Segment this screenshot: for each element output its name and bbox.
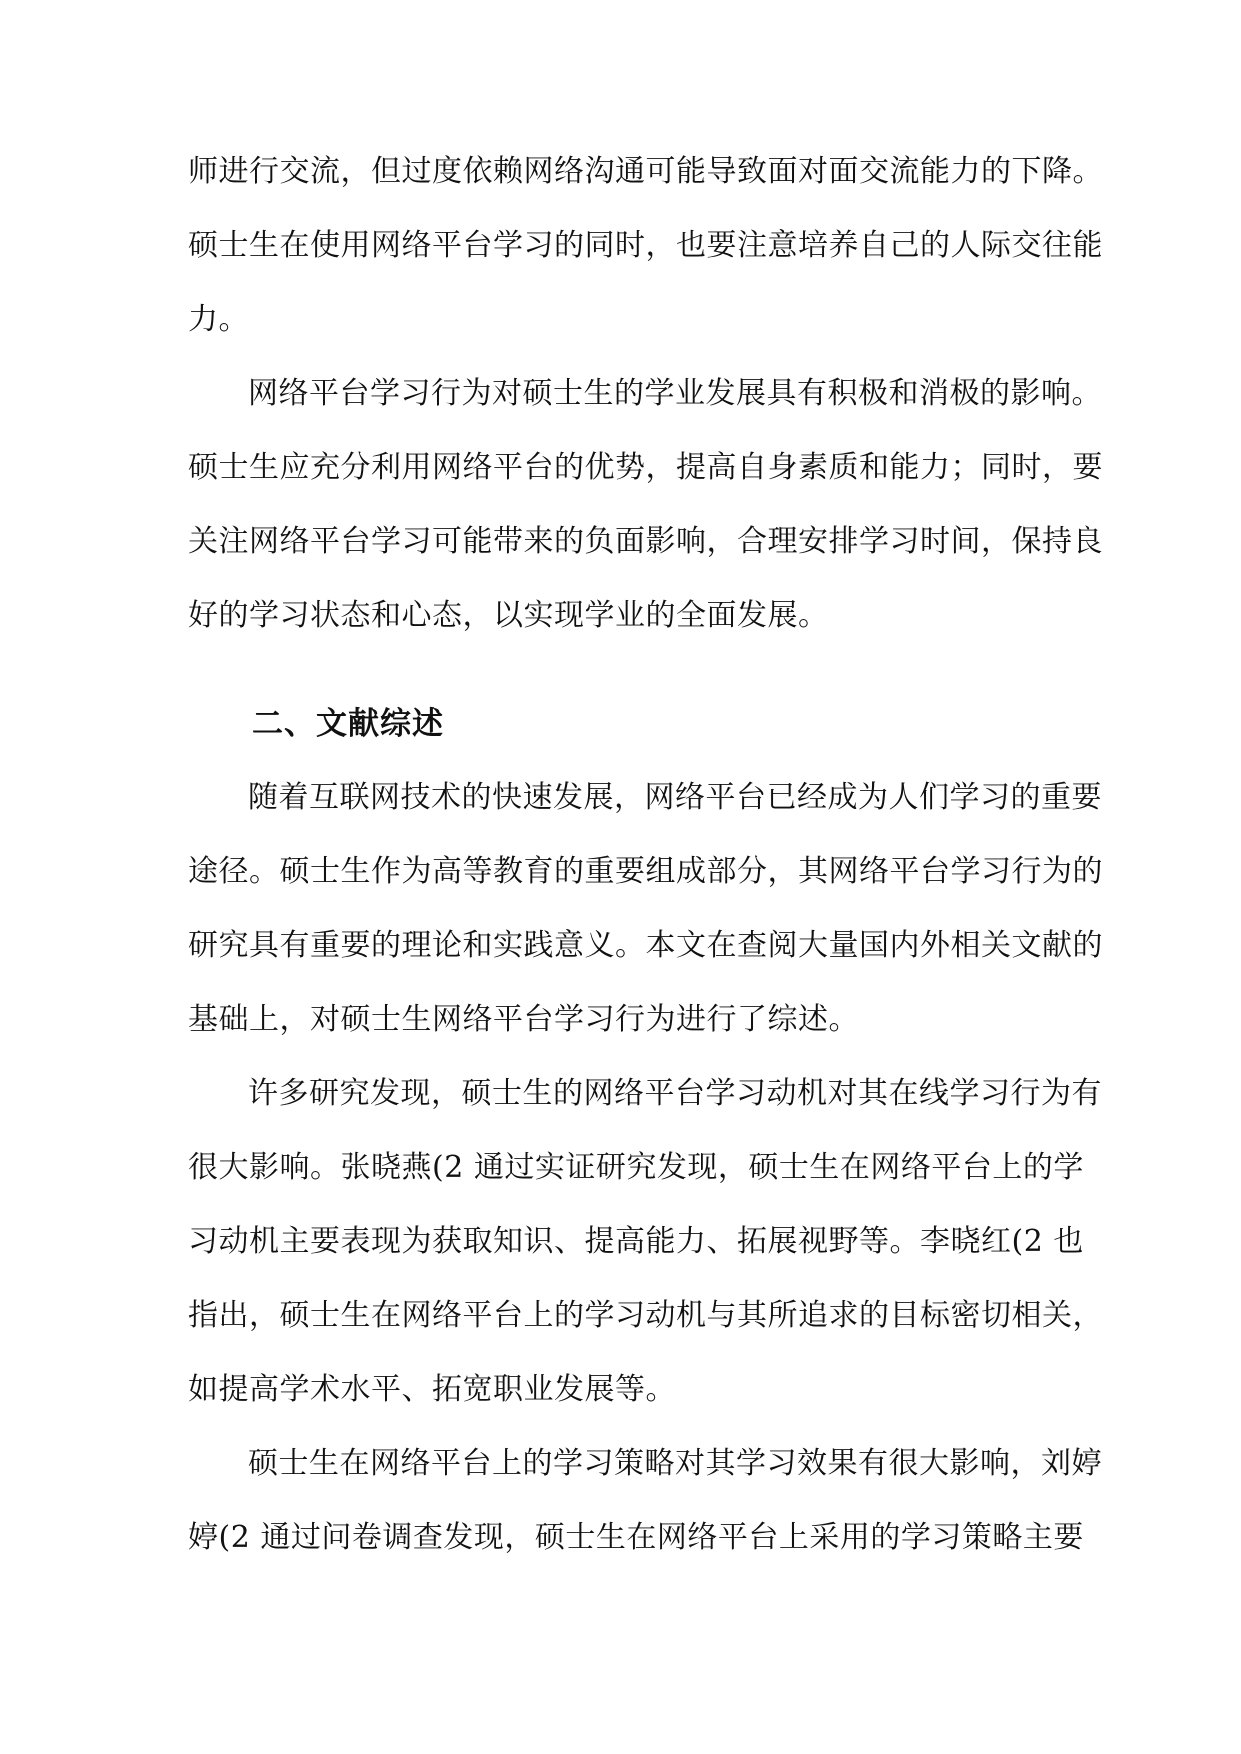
paragraph-line: 如提高学术水平、拓宽职业发展等。 [188,1372,676,1407]
paragraph-line: 指出，硕士生在网络平台上的学习动机与其所追求的目标密切相关， [188,1298,1103,1333]
paragraph-line: 硕士生应充分利用网络平台的优势，提高自身素质和能力；同时，要 [188,450,1103,485]
paragraph-line: 婷(2 通过问卷调查发现，硕士生在网络平台上采用的学习策略主要 [188,1520,1084,1555]
paragraph-line: 习动机主要表现为获取知识、提高能力、拓展视野等。李晓红(2 也 [188,1224,1084,1259]
paragraph-line: 关注网络平台学习可能带来的负面影响，合理安排学习时间，保持良 [188,524,1103,559]
paragraph-line: 途径。硕士生作为高等教育的重要组成部分，其网络平台学习行为的 [188,854,1103,889]
paragraph-line: 基础上，对硕士生网络平台学习行为进行了综述。 [188,1002,859,1037]
paragraph-line: 力。 [188,302,249,337]
paragraph-line: 网络平台学习行为对硕士生的学业发展具有积极和消极的影响。 [248,376,1102,411]
paragraph-line: 许多研究发现，硕士生的网络平台学习动机对其在线学习行为有 [248,1076,1102,1111]
paragraph-line: 师进行交流，但过度依赖网络沟通可能导致面对面交流能力的下降。 [188,154,1103,189]
paragraph-line: 研究具有重要的理论和实践意义。本文在查阅大量国内外相关文献的 [188,928,1103,963]
paragraph-line: 好的学习状态和心态，以实现学业的全面发展。 [188,598,829,633]
section-heading: 二、文献综述 [252,706,444,742]
paragraph-line: 随着互联网技术的快速发展，网络平台已经成为人们学习的重要 [248,780,1102,815]
paragraph-line: 很大影响。张晓燕(2 通过实证研究发现，硕士生在网络平台上的学 [188,1150,1084,1185]
paragraph-line: 硕士生在使用网络平台学习的同时，也要注意培养自己的人际交往能 [188,228,1103,263]
paragraph-line: 硕士生在网络平台上的学习策略对其学习效果有很大影响，刘婷 [248,1446,1102,1481]
